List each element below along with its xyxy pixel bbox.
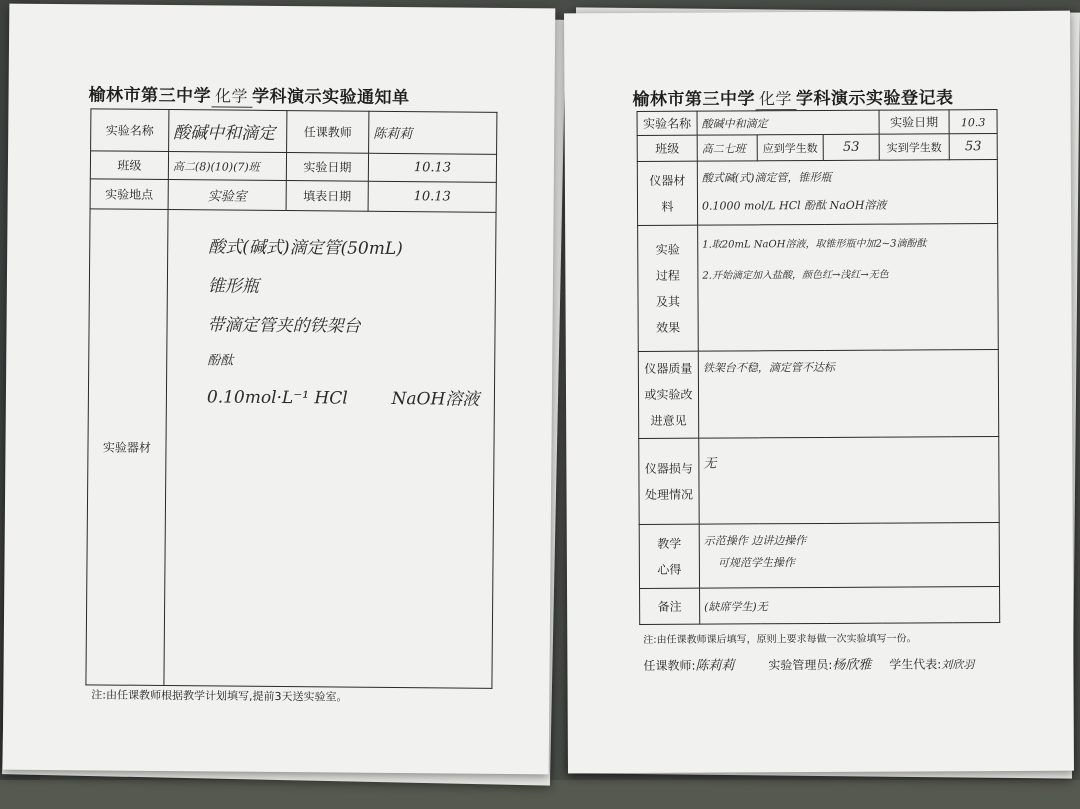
reg-equipment-line2: 0.1000 mol/L HCl 酚酞 NaOH溶液 — [701, 198, 887, 213]
label-experiment-date: 实验日期 — [286, 153, 368, 182]
equipment-line-burette: 酸式(碱式)滴定管(50mL) — [208, 237, 403, 260]
register-footnote: 注:由任课教师课后填写，原则上要求每做一次实验填写一份。 — [643, 633, 917, 646]
register-title-prefix: 榆林市第三中学 — [632, 89, 756, 110]
register-title-suffix: 学科演示实验登记表 — [795, 88, 954, 110]
experiment-name-text: 酸碱中和滴定 — [173, 123, 276, 144]
reg-value-reflection — [699, 523, 999, 589]
sign-student-value: 刘欣羽 — [941, 658, 975, 672]
reg-value-experiment-date — [949, 110, 997, 134]
register-subject: 化学 — [755, 86, 796, 110]
value-location — [168, 180, 286, 211]
label-experiment-name: 实验名称 — [91, 109, 169, 152]
value-equipment — [164, 210, 496, 689]
reg-class-text: 高二七班 — [701, 141, 746, 156]
sign-student-label: 学生代表: — [889, 657, 942, 672]
reg-label-expected: 应到学生数 — [757, 134, 823, 160]
reg-value-present — [949, 134, 997, 160]
reg-value-process — [698, 224, 999, 352]
reg-experiment-date-text: 10.3 — [960, 115, 986, 129]
reg-expected-text: 53 — [842, 139, 860, 155]
reg-label-present: 实到学生数 — [879, 134, 949, 160]
value-experiment-name — [169, 110, 287, 153]
equipment-naoh: NaOH溶液 — [391, 388, 480, 410]
value-class — [168, 152, 286, 181]
notice-title-suffix: 学科演示实验通知单 — [251, 86, 410, 109]
reg-process-line2: 2.开始滴定加入盐酸，颜色红→浅红→无色 — [702, 269, 889, 282]
reg-damage-text: 无 — [703, 456, 717, 472]
equipment-line-indicator: 酚酞 — [207, 353, 234, 369]
reg-present-text: 53 — [964, 139, 982, 155]
reg-remark-text: (缺席学生)无 — [704, 599, 768, 614]
sign-teacher-value: 陈莉莉 — [695, 658, 735, 674]
reg-reflection-line2: 可规范学生操作 — [717, 556, 795, 570]
notice-table — [85, 108, 497, 689]
label-location: 实验地点 — [90, 179, 168, 210]
fill-date-text: 10.13 — [413, 189, 451, 205]
reg-label-equipment: 仪器材料 — [637, 161, 697, 225]
register-table — [637, 109, 1001, 625]
reg-value-equipment — [697, 160, 997, 226]
value-fill-date — [368, 181, 496, 212]
reg-value-quality — [698, 350, 998, 439]
value-experiment-date — [368, 153, 496, 182]
notice-subject: 化学 — [211, 83, 252, 107]
reg-value-expected — [823, 134, 879, 160]
label-equipment: 实验器材 — [86, 209, 168, 686]
reg-reflection-line1: 示范操作 边讲边操作 — [703, 534, 807, 548]
reg-value-class — [697, 135, 757, 161]
register-signatures — [643, 653, 974, 674]
reg-process-line1: 1.取20mL NaOH溶液，取锥形瓶中加2~3滴酚酞 — [702, 238, 927, 251]
reg-label-damage: 仪器损与处理情况 — [639, 438, 699, 524]
notice-title-prefix: 榆林市第三中学 — [88, 85, 212, 107]
reg-label-reflection: 教学心得 — [639, 524, 699, 588]
reg-value-damage — [699, 437, 999, 525]
sign-manager-label: 实验管理员: — [768, 657, 833, 673]
sign-manager-value: 杨欣雅 — [832, 657, 872, 673]
equipment-line-stand: 带滴定管夹的铁架台 — [207, 315, 361, 337]
label-class: 班级 — [90, 151, 168, 180]
reg-label-quality: 仪器质量或实验改进意见 — [638, 351, 698, 438]
reg-label-experiment-name: 实验名称 — [637, 111, 697, 135]
notice-title — [88, 80, 409, 109]
equipment-line-solutions — [207, 382, 494, 410]
sign-teacher-label: 任课教师: — [643, 658, 696, 673]
equipment-hcl: 0.10mol·L⁻¹ HCl — [206, 387, 348, 409]
notice-footnote: 注:由任课教师根据教学计划填写,提前3天送实验室。 — [91, 688, 348, 704]
reg-label-remark: 备注 — [640, 588, 700, 624]
reg-label-process: 实验过程及其效果 — [638, 225, 699, 351]
experiment-date-text: 10.13 — [413, 160, 452, 176]
reg-equipment-line1: 酸式碱(式)滴定管，锥形瓶 — [701, 170, 832, 185]
register-title — [632, 83, 953, 111]
label-fill-date: 填表日期 — [286, 181, 368, 212]
experiment-register-sheet — [564, 11, 1074, 774]
reg-quality-text: 铁架台不稳，滴定管不达标 — [702, 360, 835, 375]
reg-label-class: 班级 — [637, 135, 697, 161]
label-teacher: 任课教师 — [287, 111, 369, 154]
class-text: 高二(8)(10)(7)班 — [172, 159, 260, 174]
reg-label-experiment-date: 实验日期 — [879, 110, 949, 134]
location-text: 实验室 — [207, 189, 247, 205]
teacher-text: 陈莉莉 — [373, 126, 413, 143]
experiment-notice-sheet — [3, 4, 556, 775]
reg-value-experiment-name — [697, 110, 879, 135]
reg-value-remark — [700, 587, 1000, 625]
equipment-line-flask: 锥形瓶 — [207, 276, 259, 297]
value-teacher — [369, 111, 497, 154]
reg-experiment-name-text: 酸碱中和滴定 — [701, 116, 768, 131]
